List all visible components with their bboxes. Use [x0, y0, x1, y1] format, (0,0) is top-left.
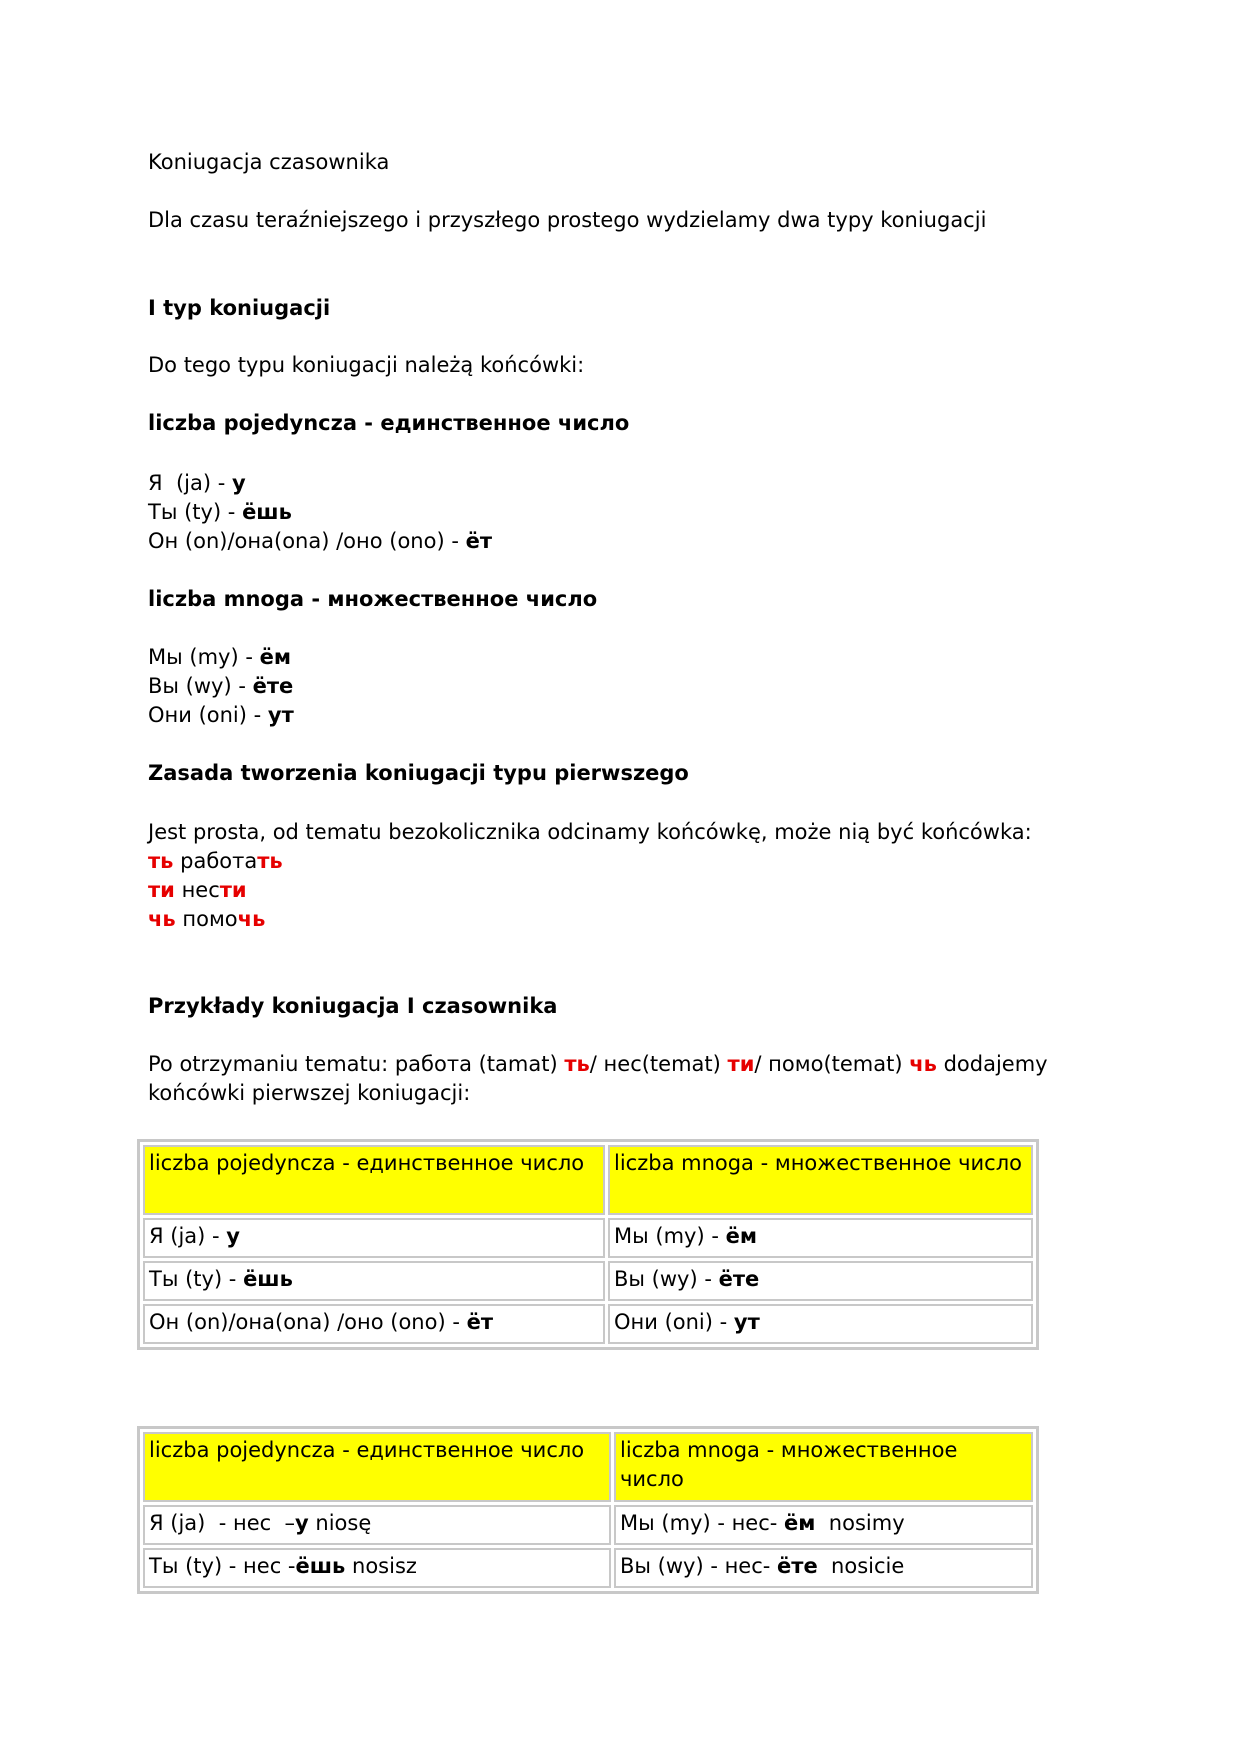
text-run: у [231, 471, 246, 495]
table-header: liczba pojedyncza - единственное число [143, 1145, 605, 1215]
text-run: нес [174, 878, 220, 902]
text-run: работа [173, 849, 258, 873]
section-heading: I typ koniugacji [148, 296, 331, 320]
text-run: ём [259, 645, 291, 669]
table-header: liczba mnoga - множественное число [614, 1432, 1033, 1502]
text-run: Po otrzymaniu tematu: работа (tamat) [148, 1052, 565, 1076]
plural-list [148, 643, 1088, 730]
table-row [143, 1261, 1033, 1301]
list-item [148, 876, 1088, 905]
conjugation-table-1 [137, 1139, 1039, 1350]
document-title: Koniugacja czasownika [148, 150, 390, 174]
examples-paragraph [148, 1050, 1108, 1108]
text-run: чь [148, 907, 176, 931]
text-run: у [295, 1511, 309, 1535]
text-run: ём [725, 1224, 757, 1248]
text-run: Мы (my) - [148, 645, 260, 669]
text-run: ут [267, 703, 294, 727]
text-run: ть [564, 1052, 590, 1076]
list-item [148, 847, 1088, 876]
text-run: ёте [777, 1554, 818, 1578]
conjugation-table-2 [137, 1426, 1039, 1594]
table-cell [614, 1505, 1033, 1545]
rule-paragraph [148, 818, 1088, 934]
text-run: / нес(temat) [589, 1052, 728, 1076]
text-run: ти [219, 878, 247, 902]
text-run: Мы (my) - нес- [620, 1511, 785, 1535]
table-cell [608, 1218, 1033, 1258]
table-cell [608, 1304, 1033, 1344]
text-run: у [226, 1224, 240, 1248]
text-run: чь [909, 1052, 937, 1076]
text-run: ти [148, 878, 175, 902]
section-intro: Do tego typu koniugacji należą końcówki: [148, 353, 585, 377]
examples-heading: Przykłady koniugacja I czasownika [148, 994, 558, 1018]
table-cell [143, 1304, 605, 1344]
table-cell [143, 1261, 605, 1301]
list-item [148, 527, 1088, 556]
text-run: nosicie [817, 1554, 905, 1578]
text-run: Я (ja) - [148, 471, 232, 495]
table-row [143, 1548, 1033, 1588]
text-run: nosimy [815, 1511, 905, 1535]
list-item [148, 643, 1088, 672]
text-run: Они (oni) - [148, 703, 268, 727]
text-run: Я (ja) - [149, 1224, 227, 1248]
text-run: чь [237, 907, 266, 931]
text-run: ёшь [243, 1267, 293, 1291]
table-header: liczba pojedyncza - единственное число [143, 1432, 611, 1502]
table-cell [608, 1261, 1033, 1301]
text-run: ут [733, 1310, 760, 1334]
text-run: Вы (wy) - [148, 674, 253, 698]
text-run: nosisz [345, 1554, 417, 1578]
list-item [148, 905, 1088, 934]
text-run: ть [257, 849, 283, 873]
text-run: Ты (ty) - [149, 1267, 244, 1291]
text-run: Вы (wy) - [614, 1267, 719, 1291]
text-run: niosę [308, 1511, 372, 1535]
text-run: Он (on)/она(ona) /оно (ono) - [149, 1310, 467, 1334]
table-row [143, 1505, 1033, 1545]
rule-text: Jest prosta, od tematu bezokolicznika odcinamy końcówkę, może nią być końcówka: [148, 820, 1032, 844]
text-run: ть [148, 849, 174, 873]
list-item [148, 498, 1088, 527]
rule-heading: Zasada tworzenia koniugacji typu pierwszego [148, 761, 689, 785]
table-cell [143, 1548, 611, 1588]
text-run: ёшь [242, 500, 292, 524]
text-run: ём [784, 1511, 816, 1535]
table-row [143, 1218, 1033, 1258]
text-run: Они (oni) - [614, 1310, 734, 1334]
table-cell [143, 1218, 605, 1258]
list-item [148, 469, 1088, 498]
text-run: Ты (ty) - [148, 500, 243, 524]
text-run: Мы (my) - [614, 1224, 726, 1248]
text-run: ёт [466, 1310, 494, 1334]
text-run: ёте [718, 1267, 760, 1291]
text-run: ёт [465, 529, 493, 553]
table-cell [143, 1505, 611, 1545]
singular-heading: liczba pojedyncza - единственное число [148, 411, 630, 435]
table-header: liczba mnoga - множественное число [608, 1145, 1033, 1215]
table-row [143, 1304, 1033, 1344]
text-run: Вы (wy) - нес- [620, 1554, 778, 1578]
table-cell [614, 1548, 1033, 1588]
text-run: ти [727, 1052, 755, 1076]
plural-heading: liczba mnoga - множественное число [148, 587, 598, 611]
singular-list [148, 469, 1088, 556]
text-run: dodajemy końcówki pierwszej koniugacji: [148, 1052, 1055, 1105]
intro-paragraph: Dla czasu teraźniejszego i przyszłego prostego wydzielamy dwa typy koniugacji [148, 208, 987, 232]
text-run: / помо(temat) [754, 1052, 910, 1076]
text-run: Ты (ty) - нес - [149, 1554, 296, 1578]
text-run: помо [175, 907, 238, 931]
text-run: Я (ja) - нес – [149, 1511, 296, 1535]
list-item [148, 672, 1088, 701]
list-item [148, 701, 1088, 730]
text-run: Он (on)/она(ona) /оно (ono) - [148, 529, 466, 553]
text-run: ёте [252, 674, 294, 698]
text-run: ёшь [295, 1554, 346, 1578]
